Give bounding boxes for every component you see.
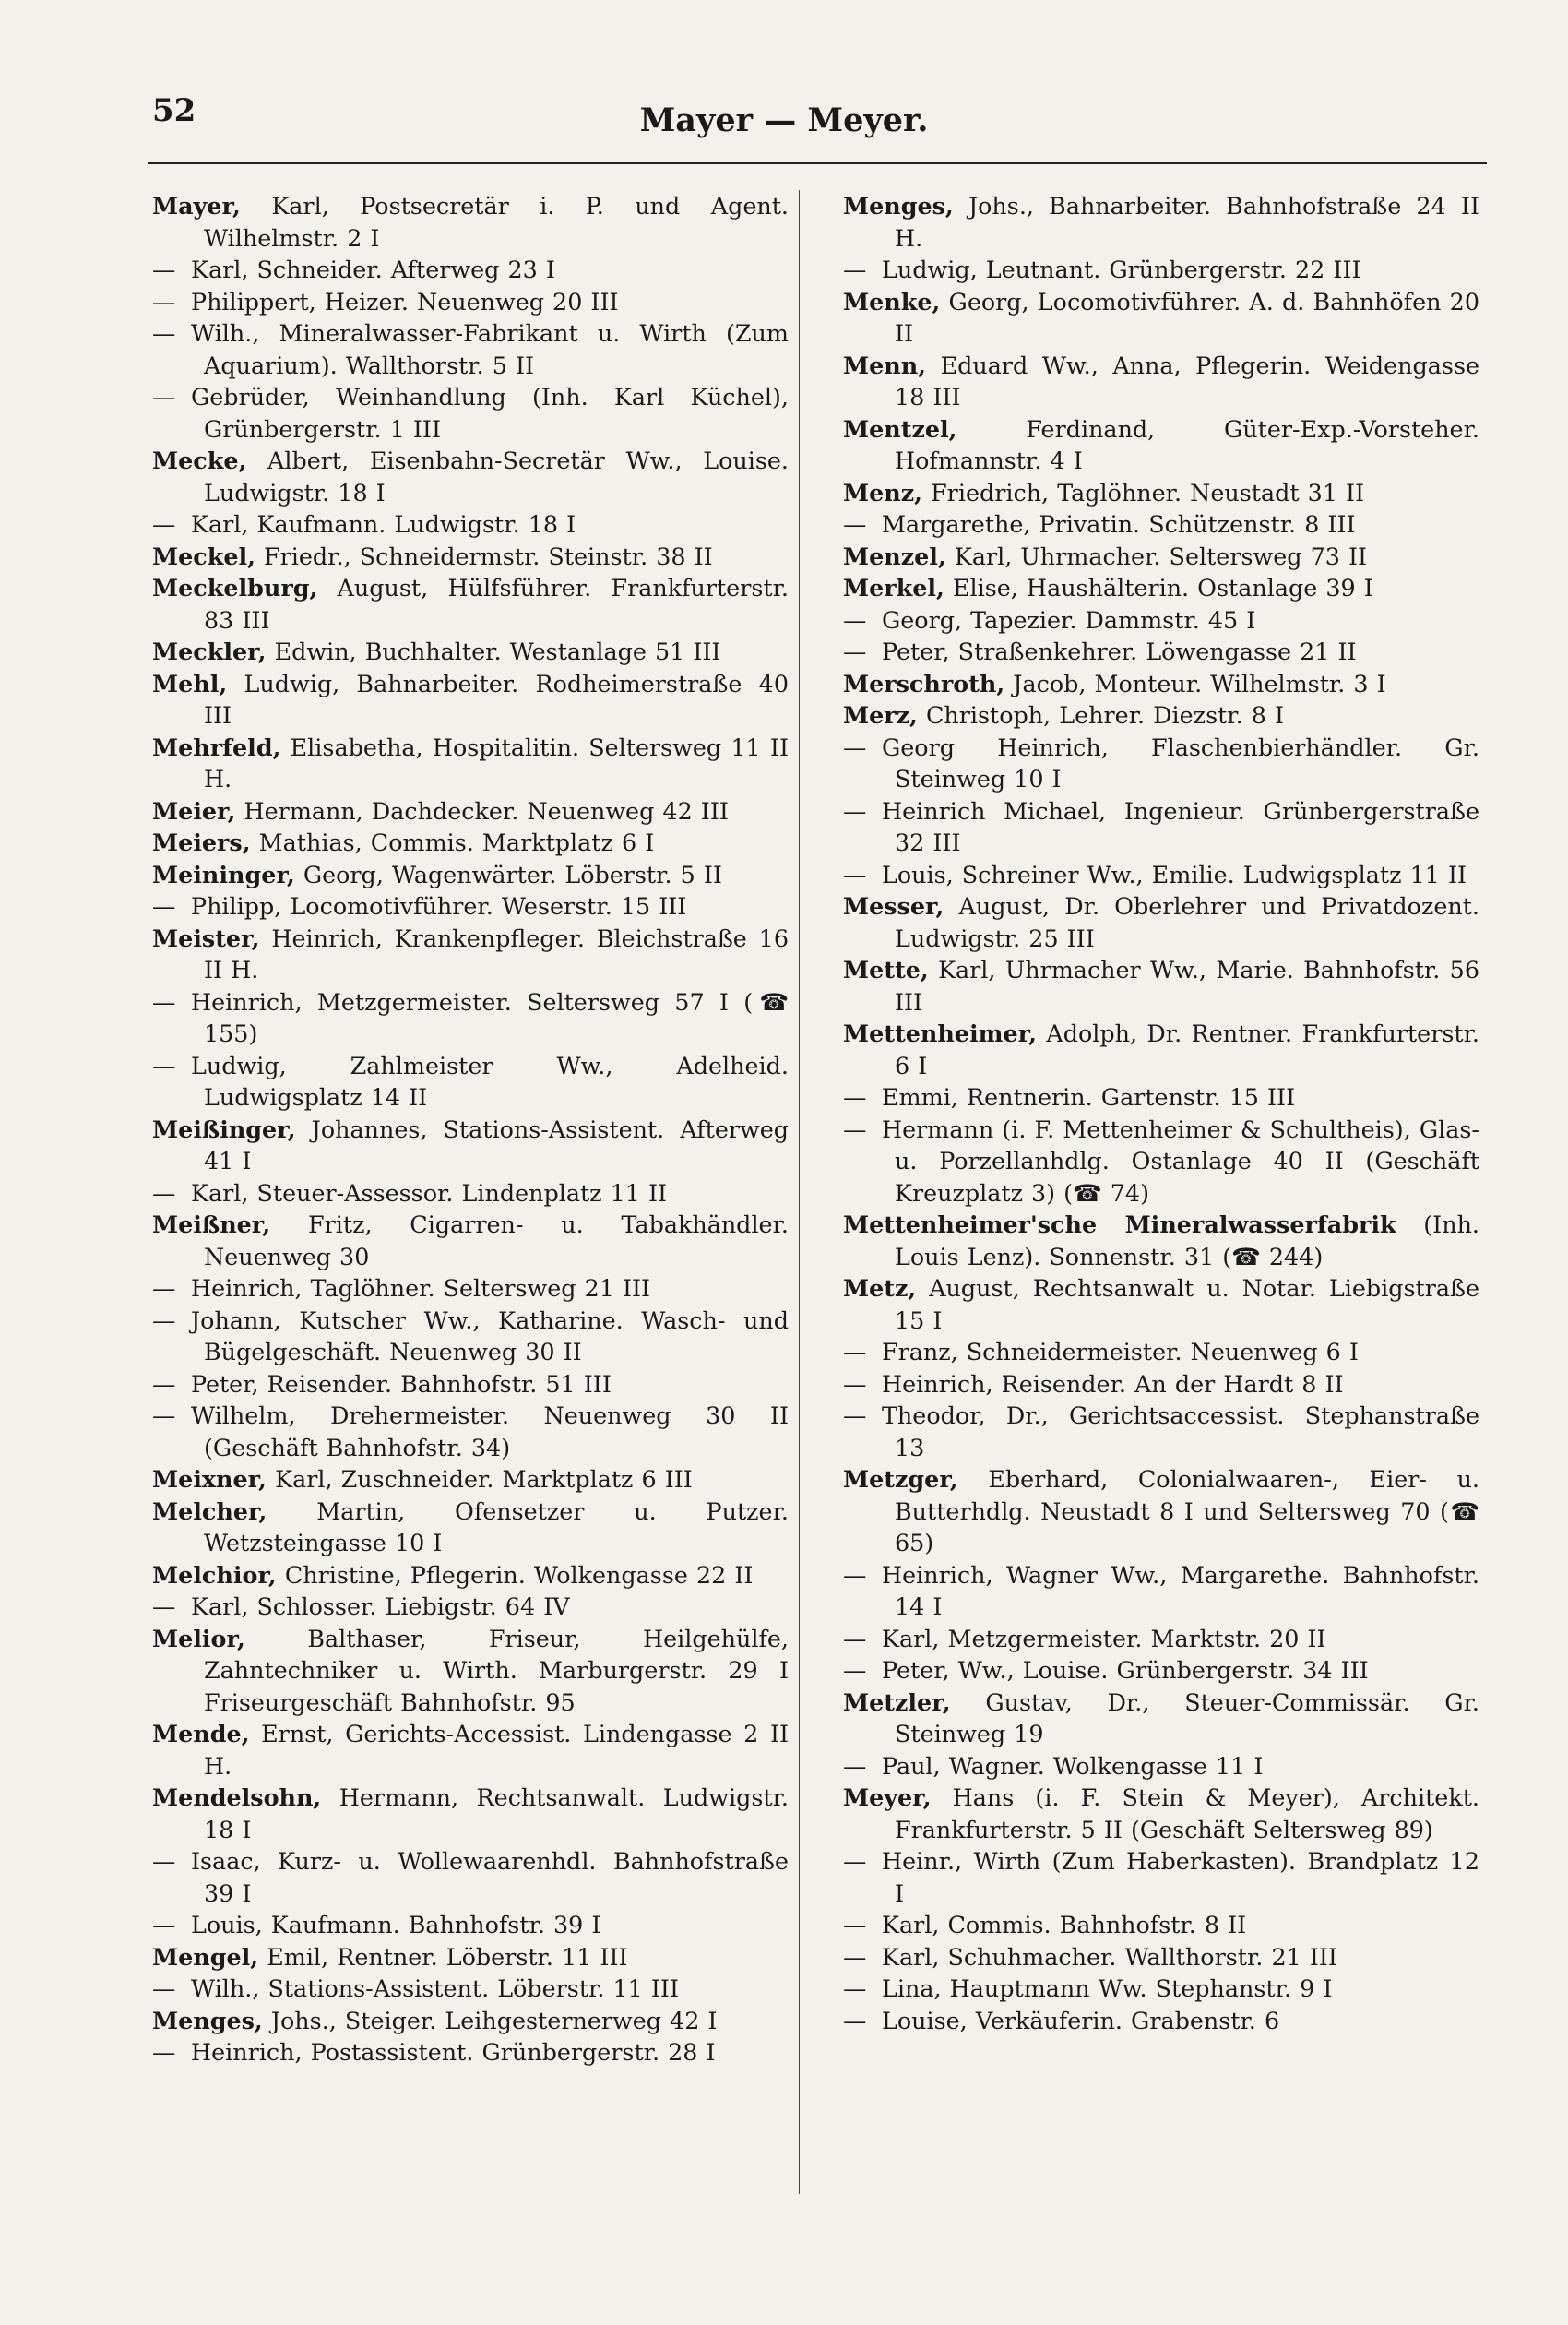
- directory-entry: [843, 668, 1479, 700]
- ditto-dash: —: [843, 638, 867, 665]
- entry-text: Georg, Wagenwärter. Löberstr. 5 II: [303, 860, 722, 888]
- ditto-dash: —: [843, 1847, 867, 1875]
- directory-entry: [152, 923, 789, 986]
- entry-text: Franz, Schneidermeister. Neuenweg 6 I: [882, 1338, 1359, 1365]
- ditto-dash: —: [152, 1306, 176, 1334]
- directory-entry: [843, 1750, 1479, 1782]
- directory-entry: [843, 477, 1479, 509]
- entry-surname: Meister,: [152, 924, 260, 952]
- directory-entry: [152, 732, 789, 795]
- entry-text: Christoph, Lehrer. Diezstr. 8 I: [925, 701, 1285, 729]
- directory-entry: [152, 1591, 789, 1623]
- entry-text: Hermann, Rechtsanwalt. Ludwigstr. 18 I: [204, 1783, 789, 1843]
- ditto-dash: —: [152, 1178, 176, 1207]
- directory-entry: [843, 350, 1479, 413]
- ditto-dash: —: [152, 1974, 176, 2002]
- directory-entry: [843, 859, 1479, 891]
- entry-surname: Metz,: [843, 1274, 917, 1302]
- entry-text: Karl, Commis. Bahnhofstr. 8 II: [882, 1911, 1247, 1938]
- directory-entry: [152, 1050, 789, 1114]
- ditto-dash: —: [152, 1592, 176, 1620]
- entry-text: Johs., Bahnarbeiter. Bahnhofstraße 24 II H.: [895, 192, 1479, 252]
- directory-entry: [843, 1336, 1479, 1368]
- entry-surname: Mettenheimer,: [843, 1019, 1037, 1047]
- entry-text: Theodor, Dr., Gerichtsaccessist. Stephanstraße 13: [882, 1401, 1479, 1461]
- column-divider: [799, 190, 800, 2194]
- entry-text: August, Hülfsführer. Frankfurterstr. 83 III: [204, 574, 789, 634]
- entry-text: Isaac, Kurz- u. Wollewaarenhdl. Bahnhofstraße 39 I: [191, 1847, 789, 1907]
- directory-entry: [843, 1973, 1479, 2005]
- entry-text: Johann, Kutscher Ww., Katharine. Wasch- und Bügelgeschäft. Neuenweg 30 II: [191, 1306, 789, 1365]
- directory-entry: [152, 2005, 789, 2037]
- entry-text: Peter, Straßenkehrer. Löwengasse 21 II: [882, 638, 1357, 665]
- directory-entry: [152, 286, 789, 318]
- entry-text: Adolph, Dr. Rentner. Frankfurterstr. 6 I: [895, 1019, 1479, 1079]
- entry-text: Heinrich, Postassistent. Grünbergerstr. 28 I: [191, 2038, 716, 2066]
- directory-entry: [843, 795, 1479, 859]
- directory-entry: [152, 859, 789, 891]
- entry-surname: Mentzel,: [843, 414, 957, 443]
- entry-text: Gebrüder, Weinhandlung (Inh. Karl Küchel), Grünbergerstr. 1 III: [191, 383, 789, 443]
- entry-surname: Metzler,: [843, 1687, 951, 1716]
- directory-entry: [843, 1687, 1479, 1750]
- entry-text: Eduard Ww., Anna, Pflegerin. Weidengasse 18 III: [895, 351, 1479, 411]
- entry-surname: Menke,: [843, 287, 941, 316]
- ditto-dash: —: [152, 1911, 176, 1938]
- directory-entry: [152, 1623, 789, 1719]
- entry-text: Wilh., Mineralwasser-Fabrikant u. Wirth (Zum Aquarium). Wallthorstr. 5 II: [191, 319, 789, 379]
- entry-text: Friedrich, Taglöhner. Neustadt 31 II: [931, 478, 1365, 507]
- ditto-dash: —: [843, 1083, 867, 1111]
- directory-entry: [152, 254, 789, 286]
- entry-text: Ludwig, Zahlmeister Ww., Adelheid. Ludwigsplatz 14 II: [191, 1051, 789, 1111]
- directory-entry: [843, 413, 1479, 477]
- directory-entry: [843, 1368, 1479, 1401]
- entry-surname: Menges,: [843, 192, 954, 220]
- entry-text: Karl, Uhrmacher. Seltersweg 73 II: [954, 542, 1368, 570]
- directory-entry: [843, 954, 1479, 1018]
- entry-text: August, Dr. Oberlehrer und Privatdozent. Ludwigstr. 25 III: [895, 892, 1480, 952]
- ditto-dash: —: [843, 1401, 867, 1429]
- entry-surname: Mecke,: [152, 447, 247, 474]
- directory-entry: [843, 1114, 1479, 1210]
- entry-text: Peter, Ww., Louise. Grünbergerstr. 34 III: [882, 1656, 1369, 1684]
- entry-surname: Mayer,: [152, 192, 241, 220]
- directory-entry: [152, 572, 789, 636]
- ditto-dash: —: [843, 733, 867, 761]
- ditto-dash: —: [152, 1401, 176, 1429]
- directory-entry: [152, 1368, 789, 1401]
- page-number: 52: [152, 92, 196, 129]
- entry-text: Karl, Schneider. Afterweg 23 I: [191, 256, 555, 283]
- directory-entry: [152, 1559, 789, 1592]
- running-head: Mayer — Meyer.: [639, 101, 929, 139]
- ditto-dash: —: [152, 892, 176, 920]
- directory-entry: [152, 1496, 789, 1559]
- directory-entry: [843, 286, 1479, 350]
- entry-text: Ernst, Gerichts-Accessist. Lindengasse 2 II H.: [204, 1720, 790, 1780]
- directory-entry: [152, 1305, 789, 1368]
- entry-surname: Melchior,: [152, 1560, 277, 1589]
- ditto-dash: —: [843, 1656, 867, 1684]
- entry-text: Karl, Metzgermeister. Marktstr. 20 II: [882, 1624, 1326, 1652]
- directory-entry: [152, 317, 789, 381]
- entry-surname: Melcher,: [152, 1496, 267, 1525]
- directory-entry: [843, 1400, 1479, 1463]
- ditto-dash: —: [843, 510, 867, 538]
- entry-text: Louis, Kaufmann. Bahnhofstr. 39 I: [191, 1911, 601, 1938]
- ditto-dash: —: [843, 1974, 867, 2002]
- directory-entry: [843, 1209, 1479, 1272]
- entry-text: Philipp, Locomotivführer. Weserstr. 15 III: [191, 892, 687, 920]
- entry-text: Balthaser, Friseur, Heilgehülfe, Zahntechniker u. Wirth. Marburgerstr. 29 I Friseurgeschäft Bahnhofstr. 95: [204, 1624, 789, 1716]
- entry-text: Albert, Eisenbahn-Secretär Ww., Louise. Ludwigstr. 18 I: [204, 447, 789, 507]
- entry-surname: Merz,: [843, 701, 918, 729]
- directory-entry: [843, 1654, 1479, 1687]
- entry-surname: Merschroth,: [843, 669, 1005, 698]
- ditto-dash: —: [152, 510, 176, 538]
- entry-text: Peter, Reisender. Bahnhofstr. 51 III: [191, 1369, 612, 1398]
- entry-text: Paul, Wagner. Wolkengasse 11 I: [882, 1751, 1264, 1780]
- directory-entry: [152, 1909, 789, 1941]
- entry-text: Friedr., Schneidermstr. Steinstr. 38 II: [264, 542, 713, 570]
- directory-entry: [843, 1272, 1479, 1336]
- entry-text: Heinrich, Reisender. An der Hardt 8 II: [882, 1369, 1344, 1398]
- entry-text: Heinrich, Taglöhner. Seltersweg 21 III: [191, 1274, 651, 1302]
- ditto-dash: —: [152, 1847, 176, 1875]
- entry-text: Hermann, Dachdecker. Neuenweg 42 III: [244, 796, 729, 825]
- ditto-dash: —: [843, 2006, 867, 2034]
- ditto-dash: —: [843, 1338, 867, 1365]
- entry-text: Georg Heinrich, Flaschenbierhändler. Gr. Steinweg 10 I: [882, 733, 1479, 793]
- entry-surname: Menn,: [843, 351, 927, 379]
- entry-text: Wilh., Stations-Assistent. Löberstr. 11 III: [191, 1974, 679, 2002]
- entry-text: Emil, Rentner. Löberstr. 11 III: [267, 1942, 628, 1971]
- entry-text: Karl, Postsecretär i. P. und Agent. Wilhelmstr. 2 I: [204, 192, 790, 252]
- directory-entry: [152, 1973, 789, 2005]
- entry-text: Karl, Kaufmann. Ludwigstr. 18 I: [191, 510, 576, 538]
- entry-text: Heinrich, Metzgermeister. Seltersweg 57 I (☎ 155): [191, 987, 789, 1047]
- entry-text: Johs., Steiger. Leihgesternerweg 42 I: [270, 2006, 718, 2034]
- entry-surname: Meiers,: [152, 829, 251, 856]
- entry-text: Karl, Schuhmacher. Wallthorstr. 21 III: [882, 1942, 1337, 1971]
- directory-entry: [152, 1718, 789, 1782]
- ditto-dash: —: [843, 796, 867, 825]
- entry-text: Heinrich, Wagner Ww., Margarethe. Bahnhofstr. 14 I: [882, 1560, 1479, 1620]
- directory-entry: [152, 1114, 789, 1177]
- entry-text: Elise, Haushälterin. Ostanlage 39 I: [952, 574, 1373, 602]
- entry-surname: Mengel,: [152, 1942, 259, 1971]
- entry-text: Christine, Pflegerin. Wolkengasse 22 II: [284, 1560, 754, 1589]
- entry-surname: Meckel,: [152, 542, 255, 570]
- entry-text: Ludwig, Leutnant. Grünbergerstr. 22 III: [882, 256, 1361, 283]
- directory-entry: [843, 541, 1479, 573]
- ditto-dash: —: [843, 1751, 867, 1780]
- directory-entry: [843, 1463, 1479, 1559]
- directory-entry: [843, 1559, 1479, 1623]
- directory-entry: [152, 668, 789, 732]
- directory-entry: [152, 1272, 789, 1305]
- directory-entry: [152, 1209, 789, 1272]
- ditto-dash: —: [152, 256, 176, 283]
- entry-text: Mathias, Commis. Marktplatz 6 I: [258, 829, 655, 856]
- entry-surname: Meißinger,: [152, 1115, 296, 1143]
- ditto-dash: —: [152, 1051, 176, 1079]
- directory-entry: [843, 890, 1479, 954]
- entry-text: Hermann (i. F. Mettenheimer & Schultheis), Glas- u. Porzellanhdlg. Ostanlage 40 II (Geschäft Kreuzplatz 3) (☎ 74): [882, 1115, 1479, 1207]
- directory-entry: [152, 1463, 789, 1496]
- directory-entry: [152, 986, 789, 1050]
- ditto-dash: —: [152, 2038, 176, 2066]
- directory-entry: [152, 541, 789, 573]
- entry-surname: Meininger,: [152, 860, 295, 888]
- directory-entry: [152, 1845, 789, 1909]
- directory-entry: [152, 1941, 789, 1973]
- entry-text: Hans (i. F. Stein & Meyer), Architekt. Frankfurterstr. 5 II (Geschäft Seltersweg 89): [895, 1783, 1479, 1843]
- entry-surname: Metzger,: [843, 1465, 958, 1493]
- entry-text: August, Rechtsanwalt u. Notar. Liebigstraße 15 I: [895, 1274, 1479, 1334]
- entry-text: Heinr., Wirth (Zum Haberkasten). Brandplatz 12 I: [882, 1847, 1479, 1907]
- entry-surname: Mendelsohn,: [152, 1783, 322, 1811]
- entry-text: Heinrich Michael, Ingenieur. Grünbergerstraße 32 III: [882, 796, 1479, 856]
- entry-surname: Meyer,: [843, 1783, 932, 1811]
- ditto-dash: —: [843, 1560, 867, 1589]
- directory-entry: [152, 827, 789, 859]
- entry-text: Ferdinand, Güter-Exp.-Vorsteher. Hofmannstr. 4 I: [895, 414, 1480, 474]
- entry-text: Gustav, Dr., Steuer-Commissär. Gr. Steinweg 19: [895, 1687, 1479, 1747]
- directory-entry: [843, 572, 1479, 604]
- directory-entry: [152, 636, 789, 668]
- entry-text: Eberhard, Colonialwaaren-, Eier- u. Butterhdlg. Neustadt 8 I und Seltersweg 70 (☎ 65): [895, 1465, 1479, 1556]
- directory-entry: [152, 381, 789, 445]
- ditto-dash: —: [152, 383, 176, 411]
- entry-surname: Mehl,: [152, 669, 228, 698]
- entry-text: (Inh. Louis Lenz). Sonnenstr. 31 (☎ 244): [895, 1210, 1479, 1270]
- directory-entry: [843, 732, 1479, 795]
- entry-text: Martin, Ofensetzer u. Putzer. Wetzsteingasse 10 I: [204, 1496, 789, 1556]
- entry-text: Ludwig, Bahnarbeiter. Rodheimerstraße 40 III: [204, 669, 789, 729]
- header-rule: [148, 162, 1487, 164]
- entry-surname: Meixner,: [152, 1465, 267, 1493]
- entry-surname: Menges,: [152, 2006, 263, 2034]
- ditto-dash: —: [152, 987, 176, 1016]
- entry-text: Margarethe, Privatin. Schützenstr. 8 III: [882, 510, 1356, 538]
- directory-entry: [843, 1782, 1479, 1845]
- entry-text: Fritz, Cigarren- u. Tabakhändler. Neuenweg 30: [204, 1210, 790, 1270]
- entry-text: Karl, Uhrmacher Ww., Marie. Bahnhofstr. 56 III: [895, 956, 1479, 1016]
- ditto-dash: —: [843, 605, 867, 634]
- entry-surname: Menzel,: [843, 542, 946, 570]
- entry-text: Edwin, Buchhalter. Westanlage 51 III: [274, 638, 721, 665]
- entry-text: Philippert, Heizer. Neuenweg 20 III: [191, 287, 619, 316]
- entry-text: Wilhelm, Drehermeister. Neuenweg 30 II (Geschäft Bahnhofstr. 34): [191, 1401, 789, 1461]
- directory-entry: [843, 1909, 1479, 1941]
- entry-surname: Meckelburg,: [152, 574, 318, 602]
- directory-entry: [843, 1018, 1479, 1081]
- directory-entry: [152, 890, 789, 923]
- entry-surname: Mende,: [152, 1720, 250, 1747]
- ditto-dash: —: [843, 1942, 867, 1971]
- entry-text: Georg, Tapezier. Dammstr. 45 I: [882, 605, 1256, 634]
- directory-entry: [843, 1623, 1479, 1655]
- ditto-dash: —: [843, 1624, 867, 1652]
- entry-text: Elisabetha, Hospitalitin. Seltersweg 11 II H.: [204, 733, 789, 793]
- entry-text: Heinrich, Krankenpfleger. Bleichstraße 16 II H.: [204, 924, 789, 984]
- directory-entry: [843, 508, 1479, 541]
- directory-entry: [152, 508, 789, 541]
- directory-entry: [152, 1177, 789, 1210]
- directory-entry: [843, 1081, 1479, 1114]
- entry-text: Karl, Schlosser. Liebigstr. 64 IV: [191, 1592, 570, 1620]
- entry-text: Karl, Zuschneider. Marktplatz 6 III: [275, 1465, 693, 1493]
- directory-entry: [843, 2005, 1479, 2037]
- entry-surname: Mette,: [843, 956, 929, 984]
- directory-entry: [843, 254, 1479, 286]
- entry-surname: Mettenheimer'sche Mineralwasserfabrik: [843, 1210, 1396, 1238]
- ditto-dash: —: [843, 1115, 867, 1143]
- entry-surname: Merkel,: [843, 574, 944, 602]
- ditto-dash: —: [152, 287, 176, 316]
- ditto-dash: —: [843, 1911, 867, 1938]
- entry-surname: Meckler,: [152, 638, 267, 665]
- directory-entry: [152, 1400, 789, 1463]
- entry-text: Louis, Schreiner Ww., Emilie. Ludwigsplatz 11 II: [882, 860, 1467, 888]
- directory-entry: [152, 1782, 789, 1845]
- entry-text: Emmi, Rentnerin. Gartenstr. 15 III: [882, 1083, 1296, 1111]
- directory-entry: [152, 2036, 789, 2069]
- entry-surname: Messer,: [843, 892, 944, 920]
- directory-entry: [843, 1941, 1479, 1973]
- directory-entry: [152, 795, 789, 828]
- entry-text: Karl, Steuer-Assessor. Lindenplatz 11 II: [191, 1178, 668, 1207]
- entry-surname: Meißner,: [152, 1210, 271, 1238]
- ditto-dash: —: [152, 1274, 176, 1302]
- directory-entry: [843, 636, 1479, 668]
- directory-entry: [843, 190, 1479, 254]
- directory-entry: [843, 1845, 1479, 1909]
- ditto-dash: —: [152, 1369, 176, 1398]
- entry-text: Lina, Hauptmann Ww. Stephanstr. 9 I: [882, 1974, 1333, 2002]
- directory-entry: [843, 604, 1479, 637]
- ditto-dash: —: [843, 860, 867, 888]
- ditto-dash: —: [152, 319, 176, 347]
- directory-entry: [152, 445, 789, 508]
- entry-surname: Meier,: [152, 796, 236, 825]
- ditto-dash: —: [843, 256, 867, 283]
- right-column: [843, 190, 1479, 2036]
- ditto-dash: —: [843, 1369, 867, 1398]
- entry-surname: Melior,: [152, 1624, 245, 1652]
- entry-text: Louise, Verkäuferin. Grabenstr. 6: [882, 2006, 1280, 2034]
- entry-surname: Mehrfeld,: [152, 733, 281, 761]
- directory-entry: [152, 190, 789, 254]
- entry-text: Georg, Locomotivführer. A. d. Bahnhöfen 20 II: [895, 287, 1479, 347]
- entry-surname: Menz,: [843, 478, 922, 507]
- left-column: [152, 190, 789, 2069]
- entry-text: Johannes, Stations-Assistent. Afterweg 41 I: [204, 1115, 789, 1174]
- directory-entry: [843, 699, 1479, 732]
- entry-text: Jacob, Monteur. Wilhelmstr. 3 I: [1013, 669, 1386, 698]
